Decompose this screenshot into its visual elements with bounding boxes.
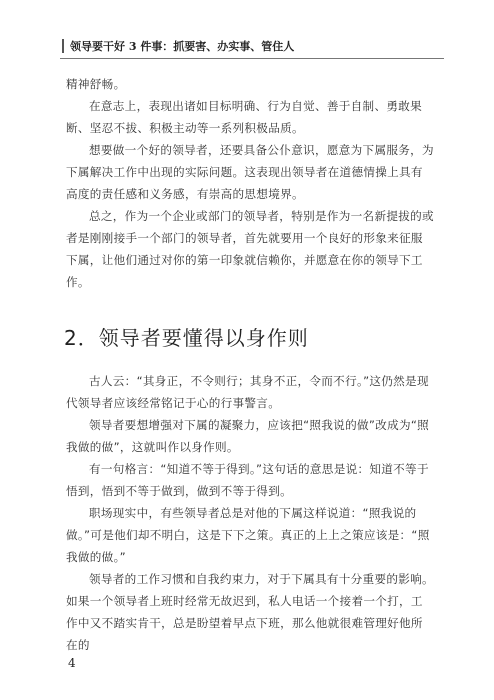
paragraph: 精神舒畅。 — [66, 77, 126, 91]
paragraph: 有一句格言：“知道不等于得到。”这句话的意思是说：知道不等于悟到，悟到不等于做到，做到不等于得到。 — [66, 462, 429, 498]
header-rule — [60, 58, 444, 59]
paragraph: 想要做一个好的领导者，还要具备公仆意识，愿意为下属服务，为下属解决工作中出现的实际问题。这表现出领导者在道德情操上具有高度的责任感和义务感，有崇高的思想境界。 — [66, 143, 434, 201]
header-bar — [62, 39, 64, 53]
section-heading: 2．领导者要懂得以身作则 — [64, 326, 309, 350]
paragraph: 在意志上，表现出诸如目标明确、行为自觉、善于自制、勇敢果断、坚忍不拔、积极主动等一系列积极品质。 — [66, 99, 423, 135]
paragraph: 领导者的工作习惯和自我约束力，对于下属具有十分重要的影响。如果一个领导者上班时经常无故迟到，私人电话一个接着一个打，工作中又不踏实肯干，总是盼望着早点下班，那么他就很难管理好他所在的 — [66, 572, 434, 652]
header-title: 领导要干好 3 件事：抓要害、办实事、管住人 — [70, 40, 295, 53]
section-1-text — [66, 73, 434, 293]
paragraph: 职场现实中，有些领导者总是对他的下属这样说道：“照我说的做。”可是他们却不明白，这是下下之策。真正的上上之策应该是：“照我做的做。” — [66, 506, 430, 564]
paragraph: 总之，作为一个企业或部门的领导者，特别是作为一名新提拔的或者是刚刚接手一个部门的领导者，首先就要用一个良好的形象来征服下属，让他们通过对你的第一印象就信赖你，并愿意在你的领导下工作。 — [66, 209, 434, 289]
section-2-text — [66, 370, 434, 656]
page-number: 4 — [68, 656, 76, 670]
running-header — [62, 38, 442, 54]
paragraph: 古人云：“其身正，不令则行；其身不正，令而不行。”这仍然是现代领导者应该经常铭记于心的行事警言。 — [66, 374, 429, 410]
paragraph: 领导者要想增强对下属的凝聚力，应该把“照我说的做”改成为“照我做的做”，这就叫作以身作则。 — [66, 418, 430, 454]
